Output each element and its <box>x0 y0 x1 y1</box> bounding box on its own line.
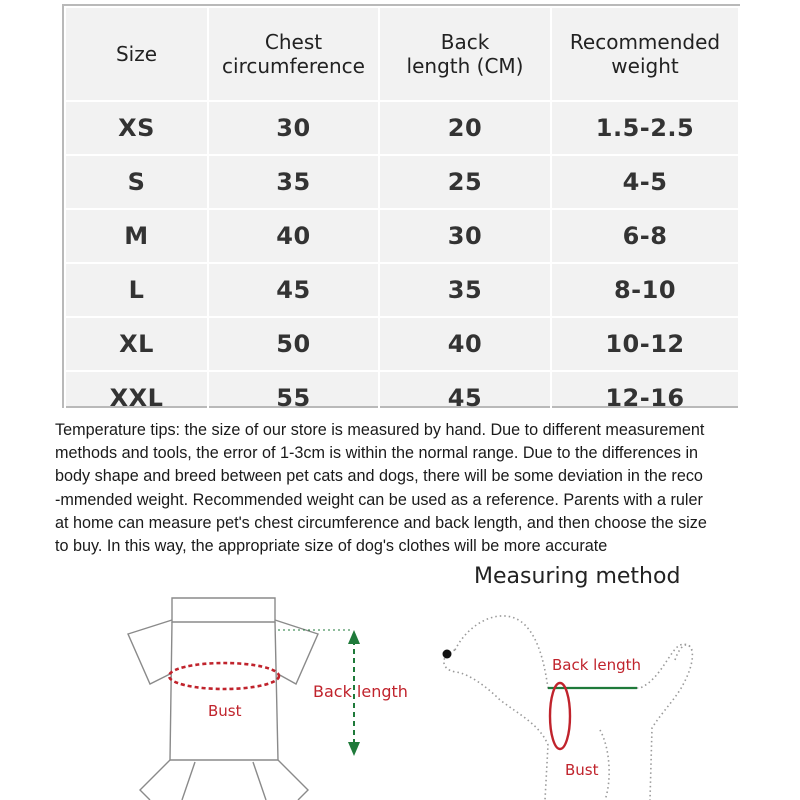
tips-line: to buy. In this way, the appropriate size of dog's clothes will be more accurate <box>55 537 608 556</box>
cell-back-length: 40 <box>379 317 551 371</box>
cell-weight: 6-8 <box>551 209 739 263</box>
tips-line: at home can measure pet's chest circumference and back length, and then choose the size <box>55 513 707 532</box>
table-row <box>65 317 739 371</box>
dog-nose <box>443 650 452 659</box>
arrow-head-down <box>348 742 360 756</box>
cell-back-length: 20 <box>379 101 551 155</box>
clothes-back-length-label: Back length <box>313 682 408 701</box>
header-weight: Recommended weight <box>551 7 739 101</box>
table-row <box>65 155 739 209</box>
cell-back-length: 45 <box>379 371 551 425</box>
clothes-bust-label: Bust <box>208 702 242 720</box>
table-row <box>65 101 739 155</box>
header-back-length: Back length (CM) <box>379 7 551 101</box>
header-size: Size <box>65 7 208 101</box>
measuring-diagram <box>0 590 800 800</box>
cell-chest: 55 <box>208 371 379 425</box>
tips-line: Temperature tips: the size of our store is measured by hand. Due to different measurement <box>55 421 705 439</box>
header-chest: Chest circumference <box>208 7 379 101</box>
cell-size: XL <box>65 317 208 371</box>
tips-line: -mmended weight. Recommended weight can be used as a reference. Parents with a ruler <box>55 490 703 509</box>
cell-weight: 4-5 <box>551 155 739 209</box>
dog-back-length-label: Back length <box>552 656 641 674</box>
arrow-head-up <box>348 630 360 644</box>
cell-size: S <box>65 155 208 209</box>
cell-chest: 50 <box>208 317 379 371</box>
table-header-row <box>65 7 739 101</box>
cell-weight: 1.5-2.5 <box>551 101 739 155</box>
tips-line: methods and tools, the error of 1-3cm is within the normal range. Due to the differences in <box>55 444 699 463</box>
clothes-bust-ellipse <box>169 663 279 689</box>
cell-size: L <box>65 263 208 317</box>
table-row <box>65 209 739 263</box>
cell-weight: 12-16 <box>551 371 739 425</box>
dog-bust-ellipse <box>550 683 570 749</box>
cell-back-length: 25 <box>379 155 551 209</box>
cell-chest: 40 <box>208 209 379 263</box>
table-row <box>65 371 739 425</box>
pet-clothes-illustration <box>128 598 318 800</box>
cell-chest: 30 <box>208 101 379 155</box>
cell-weight: 8-10 <box>551 263 739 317</box>
cell-back-length: 35 <box>379 263 551 317</box>
cell-size: M <box>65 209 208 263</box>
dog-bust-label: Bust <box>565 761 599 779</box>
measuring-method-title: Measuring method <box>474 564 681 589</box>
cell-size: XS <box>65 101 208 155</box>
table-row <box>65 263 739 317</box>
cell-chest: 35 <box>208 155 379 209</box>
tips-line: body shape and breed between pet cats and dogs, there will be some deviation in the reco <box>55 467 703 486</box>
cell-size: XXL <box>65 371 208 425</box>
temperature-tips <box>55 419 755 558</box>
size-chart-table <box>62 4 740 412</box>
cell-chest: 45 <box>208 263 379 317</box>
cell-back-length: 30 <box>379 209 551 263</box>
cell-weight: 10-12 <box>551 317 739 371</box>
